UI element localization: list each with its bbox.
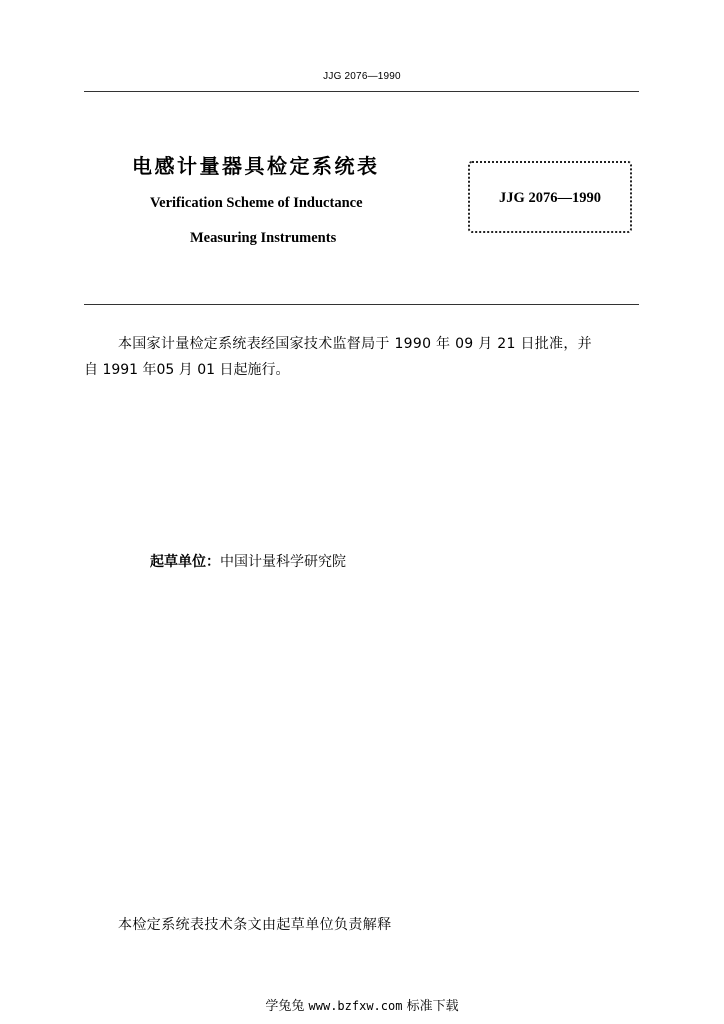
footer-url-link[interactable]: www.bzfxw.com — [308, 999, 403, 1013]
drafting-unit-label: 起草单位： — [150, 554, 220, 570]
document-title-chinese: 电感计量器具检定系统表 — [132, 154, 380, 178]
drafting-unit — [150, 551, 346, 571]
interpretation-note: 本检定系统表技术条文由起草单位负责解释 — [118, 917, 392, 933]
footer-watermark — [0, 995, 724, 1014]
document-title-english-line2: Measuring Instruments — [190, 230, 337, 246]
drafting-unit-organization: 中国计量科学研究院 — [220, 554, 346, 570]
title-divider-rule — [84, 304, 639, 305]
standard-code: JJG 2076—1990 — [499, 190, 601, 206]
footer-site-name: 学兔兔 — [265, 999, 305, 1014]
header-rule — [84, 91, 639, 92]
running-header: JJG 2076—1990 — [323, 71, 401, 82]
footer-tagline: 标准下载 — [406, 999, 459, 1014]
approval-statement-line1: 本国家计量检定系统表经国家技术监督局于 1990 年 09 月 21 日批准，并 — [118, 336, 592, 352]
approval-statement-line2: 自 1991 年05 月 01 日起施行。 — [84, 362, 290, 378]
document-title-english-line1: Verification Scheme of Inductance — [150, 195, 363, 211]
